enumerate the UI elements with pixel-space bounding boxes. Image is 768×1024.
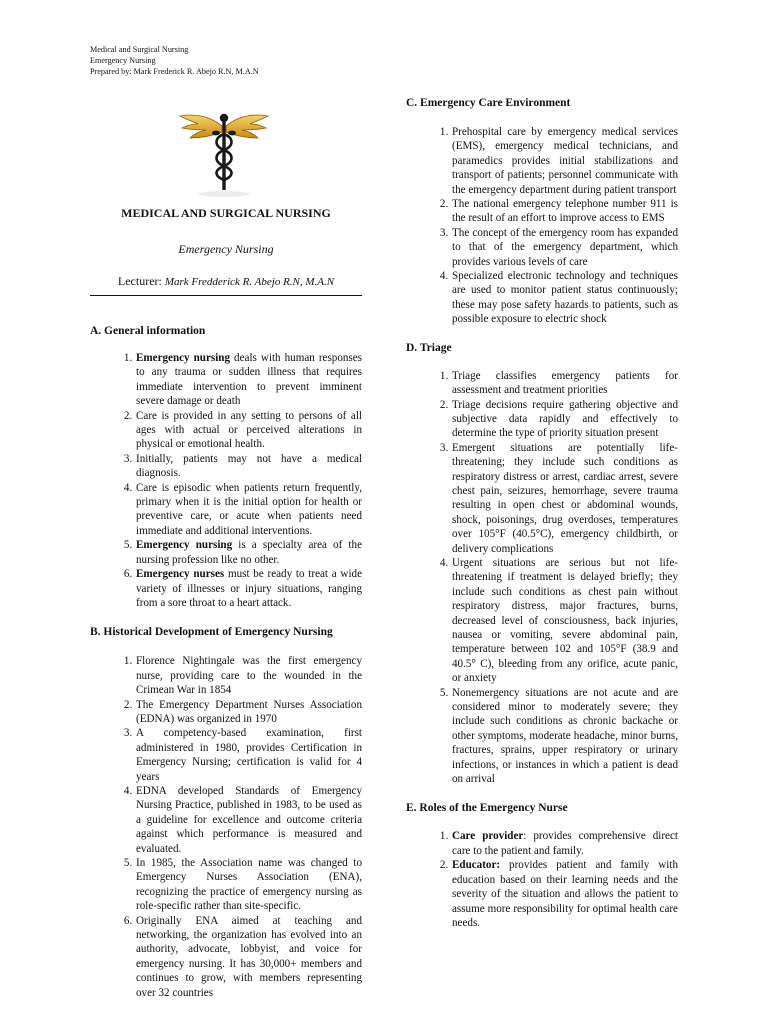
document-subtitle: Emergency Nursing [178,242,274,256]
list-item: 2. Care is provided in any setting to persons of all ages with actual or perceived alterations in physical or emotional health. [135,409,362,452]
list-item: 2. The Emergency Department Nurses Association (EDNA) was organized in 1970 [135,698,362,727]
section-e-list [406,829,678,930]
lecturer-line [90,274,362,289]
lecturer-name: Mark Fredderick R. Abejo R.N, M.A.N [164,276,335,288]
document-header [90,44,259,77]
lecturer-label: Lecturer: [117,274,162,288]
list-item: 1. Care provider: provides comprehensive direct care to the patient and family. [451,829,678,858]
section-a-heading: A. General information [90,325,206,337]
section-b-heading: B. Historical Development of Emergency Nursing [90,626,333,639]
list-item: 5. Emergency nursing is a specialty area of the nursing profession like no other. [135,538,362,567]
list-item: 2. Educator: provides patient and family with education based on their learning needs and the severity of the situation and allows the patient to assume more responsibility for optimal health care needs. [451,858,678,930]
left-column [90,206,362,1000]
section-d-list [406,369,678,787]
header-author: Prepared by: Mark Frederick R. Abejo R.N, M.A.N [90,67,259,76]
list-item: 4. Care is episodic when patients return frequently, primary when it is the initial option for health or preventive care, or acute when patients need immediate and additional interventions. [135,481,362,539]
section-c-list [406,125,678,327]
list-item: 4. EDNA developed Standards of Emergency Nursing Practice, published in 1983, to be used as a guideline for excellence and outcome criteria against which performance is measured and evaluated. [135,784,362,856]
document-title: MEDICAL AND SURGICAL NURSING [121,206,331,220]
section-e-heading: E. Roles of the Emergency Nurse [406,802,568,815]
list-item: 5. In 1985, the Association name was changed to Emergency Nurses Association (ENA), recognizing the practice of emergency nursing as role-specific rather than site-specific. [135,856,362,914]
title-divider [90,295,362,296]
list-item: 6. Emergency nurses must be ready to treat a wide variety of illnesses or injury situations, ranging from a sore throat to a heart attack. [135,567,362,610]
list-item: 6. Originally ENA aimed at teaching and networking, the organization has evolved into an authority, advocate, lobbyist, and voice for emergency nursing. It has 30,000+ members and continues to grow, with members representing over 32 countries [135,914,362,1000]
list-item: 2. Triage decisions require gathering objective and subjective data rapidly and effectively to determine the type of priority situation present [451,398,678,441]
header-topic: Emergency Nursing [90,56,156,65]
section-b-list [90,654,362,1000]
list-item: 3. The concept of the emergency room has expanded to that of the emergency department, which provides various levels of care [451,226,678,269]
header-course: Medical and Surgical Nursing [90,45,189,54]
list-item: 3. Emergent situations are potentially life-threatening; they include such conditions as respiratory distress or arrest, cardiac arrest, severe chest pain, seizures, hemorrhage, severe trauma resulting in open chest or abdominal wounds, shock, poisonings, drug overdoses, temperatures over 105°F (40.5°C), emergency childbirth, or delivery complications [451,441,678,556]
list-item: 4. Urgent situations are serious but not life-threatening if treatment is delayed briefly; they include such conditions as chest pain without respiratory distress, major fractures, burns, decreased level of consciousness, back injuries, nausea or vomiting, severe abdominal pain, temperature between 102 and 105°F (38.9 and 40.5° C), bleeding from any orifice, acute panic, or anxiety [451,556,678,686]
list-item: 1. Prehospital care by emergency medical services (EMS), emergency medical technicians, and paramedics provides initial stabilizations and transport of patients; personnel communicate with the emergency department during patient transport [451,125,678,197]
list-item: 4. Specialized electronic technology and techniques are used to monitor patient status continuously; these may pose safety hazards to patients, such as possible exposure to electric shock [451,269,678,327]
caduceus-logo-icon [178,106,270,198]
list-item: 3. A competency-based examination, first administered in 1980, provides Certification in Emergency Nursing; certification is valid for 4 years [135,726,362,784]
list-item: 2. The national emergency telephone number 911 is the result of an effort to improve access to EMS [451,197,678,226]
list-item: 5. Nonemergency situations are not acute and are considered minor to moderately severe; they include such conditions as chronic backache or other symptoms, moderate headache, minor burns, fractures, sprains, upper respiratory or urinary infections, or instances in which a patient is dead on arrival [451,686,678,787]
list-item: 1. Emergency nursing deals with human responses to any trauma or sudden illness that requires immediate intervention to prevent imminent severe damage or death [135,351,362,409]
section-c-heading: C. Emergency Care Environment [406,97,571,109]
section-d-heading: D. Triage [406,341,452,354]
right-column [406,96,678,930]
list-item: 1. Triage classifies emergency patients for assessment and treatment priorities [451,369,678,398]
section-a-list [90,351,362,610]
list-item: 1. Florence Nightingale was the first emergency nurse, providing care to the wounded in the Crimean War in 1854 [135,654,362,697]
list-item: 3. Initially, patients may not have a medical diagnosis. [135,452,362,481]
